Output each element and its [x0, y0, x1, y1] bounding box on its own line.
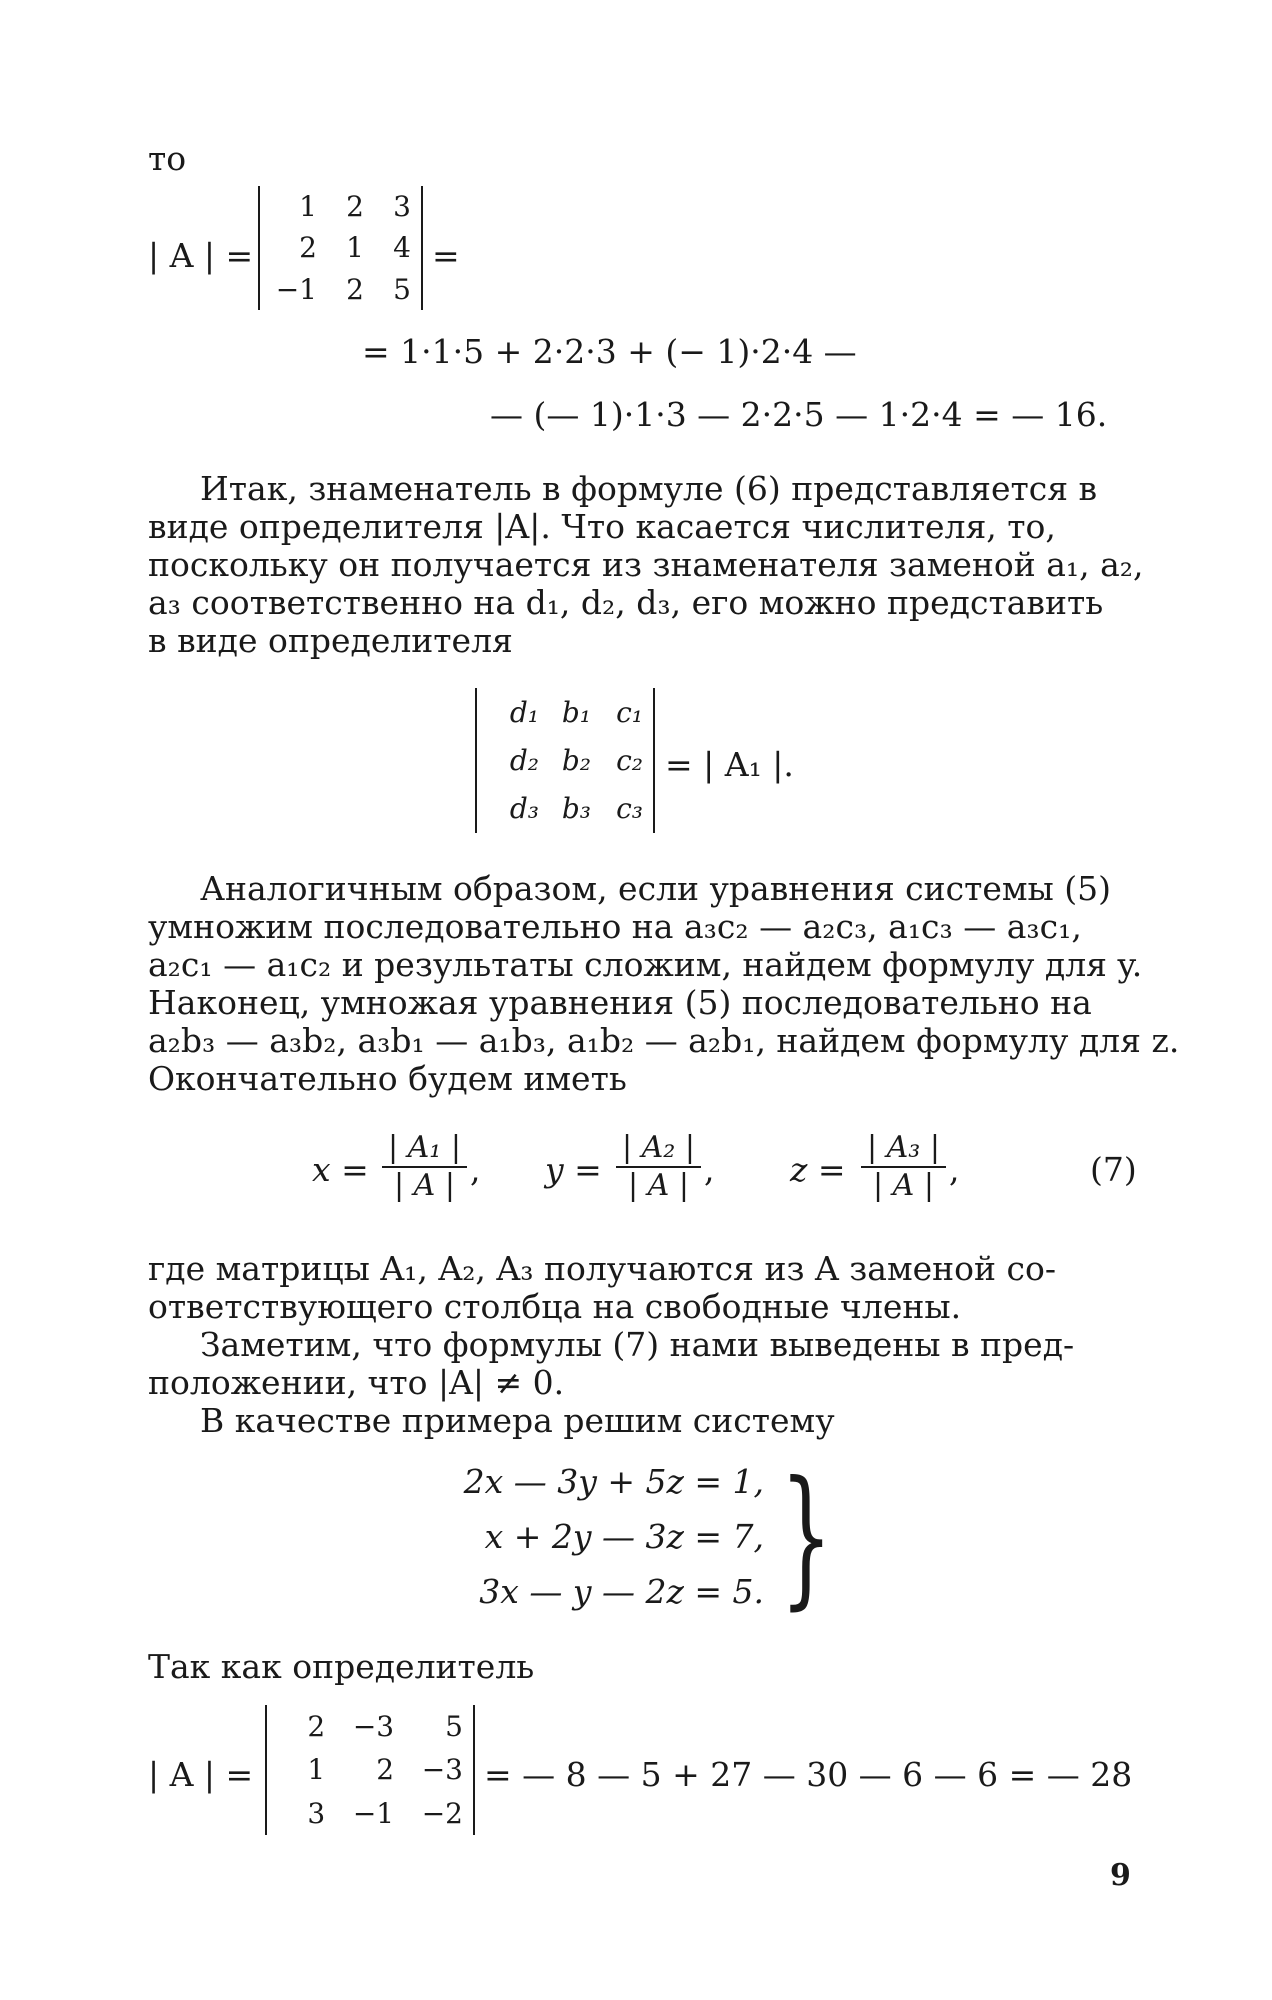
formula7-tag: (7) — [1090, 1150, 1137, 1189]
det-final-cell-r2-c3: −3 — [421, 1753, 463, 1787]
det-A-cell-r3-c2: 2 — [346, 272, 364, 306]
para6: Так как определитель — [148, 1647, 535, 1686]
det-A-equals: = — [432, 236, 460, 275]
formula7-x-numerator: | A₁ | — [382, 1130, 467, 1168]
det-A1-cell-r2-c2: b₂ — [561, 743, 591, 777]
formula7-z-fraction — [861, 1130, 946, 1204]
det-final-cell-r1-c3: 5 — [445, 1710, 463, 1744]
para3-line-1: где матрицы A₁, A₂, A₃ получаются из A заменой со- — [148, 1249, 1056, 1288]
formula7-z-numerator: | A₃ | — [861, 1130, 946, 1168]
formula7-x-comma: , — [470, 1150, 481, 1189]
formula7-y-numerator: | A₂ | — [616, 1130, 701, 1168]
para2-line-1: Аналогичным образом, если уравнения системы (5) — [200, 869, 1112, 908]
para1-line-1: Итак, знаменатель в формуле (6) представляется в — [200, 469, 1098, 508]
expansion-line-1: = 1·1·5 + 2·2·3 + (− 1)·2·4 — — [362, 332, 857, 371]
formula7-y-denominator: | A | — [628, 1168, 689, 1203]
formula7-y-lhs: y = — [545, 1150, 602, 1189]
det-A1-cell-r2-c1: d₂ — [509, 743, 539, 777]
para4-line-2: положении, что |A| ≠ 0. — [148, 1363, 565, 1402]
para5: В качестве примера решим систему — [200, 1401, 835, 1440]
det-A1-cell-r3-c2: b₃ — [561, 792, 591, 826]
det-A-cell-r1-c3: 3 — [393, 190, 411, 224]
para4-line-1: Заметим, что формулы (7) нами выведены в пред- — [200, 1325, 1075, 1364]
det-final-cell-r2-c1: 1 — [307, 1753, 326, 1787]
det-final-cell-r3-c2: −1 — [352, 1796, 395, 1830]
para2-line-3: a₂c₁ — a₁c₂ и результаты сложим, найдем формулу для y. — [148, 945, 1143, 984]
expansion-line-2: — (— 1)·1·3 — 2·2·5 — 1·2·4 = — 16. — [490, 395, 1108, 434]
formula7-z-denominator: | A | — [873, 1168, 934, 1203]
determinant-final — [265, 1705, 475, 1835]
det-final-cell-r2-c2: 2 — [376, 1753, 395, 1787]
system-brace: } — [780, 1450, 833, 1624]
det-A-cell-r2-c1: 2 — [299, 231, 317, 265]
det-A1-cell-r1-c3: c₁ — [616, 695, 643, 729]
det-A-cell-r1-c2: 2 — [346, 190, 364, 224]
formula7-x-denominator: | A | — [394, 1168, 455, 1203]
word-to: то — [148, 139, 187, 178]
det-final-lhs: | A | = — [148, 1755, 254, 1794]
para1-line-5: в виде определителя — [148, 621, 513, 660]
det-final-rhs: = — 8 — 5 + 27 — 30 — 6 — 6 = — 28 — [484, 1755, 1133, 1794]
formula7-x-fraction — [382, 1130, 467, 1204]
para2-line-4: Наконец, умножая уравнения (5) последовательно на — [148, 983, 1092, 1022]
det-A1-cell-r1-c1: d₁ — [509, 695, 539, 729]
formula7-z-comma: , — [949, 1150, 960, 1189]
para1-line-4: a₃ соответственно на d₁, d₂, d₃, его можно представить — [148, 583, 1104, 622]
det-final-cell-r1-c1: 2 — [307, 1710, 326, 1744]
det-A-cell-r3-c3: 5 — [393, 272, 411, 306]
formula7-z-lhs: z = — [790, 1150, 846, 1189]
det-A1-rhs: = | A₁ |. — [665, 745, 794, 784]
para2-line-5: a₂b₃ — a₃b₂, a₃b₁ — a₁b₃, a₁b₂ — a₂b₁, найдем формулу для z. — [148, 1021, 1180, 1060]
para2-line-6: Окончательно будем иметь — [148, 1059, 627, 1098]
det-final-cell-r1-c2: −3 — [352, 1710, 395, 1744]
determinant-A1 — [475, 688, 655, 833]
para1-line-2: виде определителя |A|. Что касается числителя, то, — [148, 507, 1056, 546]
system-eq-3: 3x — y — 2z = 5. — [479, 1572, 764, 1611]
det-A1-cell-r3-c1: d₃ — [509, 792, 539, 826]
formula7-y-fraction — [616, 1130, 701, 1204]
det-A-cell-r3-c1: −1 — [275, 272, 317, 306]
para2-line-2: умножим последовательно на a₃c₂ — a₂c₃, a₁c₃ — a₃c₁, — [148, 907, 1082, 946]
det-A1-cell-r2-c3: c₂ — [616, 743, 643, 777]
page-number: 9 — [1110, 1858, 1131, 1893]
det-A-cell-r2-c2: 1 — [346, 231, 364, 265]
det-A-cell-r1-c1: 1 — [299, 190, 317, 224]
system-eq-2: x + 2y — 3z = 7, — [484, 1517, 764, 1556]
det-final-cell-r3-c3: −2 — [421, 1796, 463, 1830]
para1-line-3: поскольку он получается из знаменателя заменой a₁, a₂, — [148, 545, 1144, 584]
para3-line-2: ответствующего столбца на свободные члены. — [148, 1287, 962, 1326]
det-A-cell-r2-c3: 4 — [393, 231, 411, 265]
system-eq-1: 2x — 3y + 5z = 1, — [463, 1462, 764, 1501]
determinant-A — [258, 186, 423, 310]
formula7-x-lhs: x = — [312, 1150, 369, 1189]
det-A1-cell-r3-c3: c₃ — [616, 792, 643, 826]
det-A-lhs: | A | = — [148, 236, 254, 275]
det-A1-cell-r1-c2: b₁ — [561, 695, 591, 729]
det-final-cell-r3-c1: 3 — [307, 1796, 326, 1830]
formula7-y-comma: , — [704, 1150, 715, 1189]
